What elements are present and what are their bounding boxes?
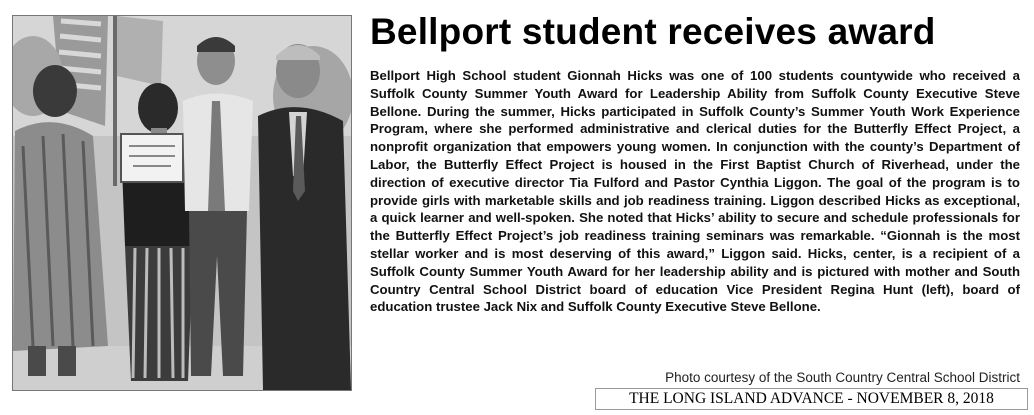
source-line: THE LONG ISLAND ADVANCE - NOVEMBER 8, 2018 [595,388,1028,410]
award-photo-image [13,16,351,390]
photo-credit: Photo courtesy of the South Country Central School District [665,370,1020,385]
headline: Bellport student receives award [370,11,936,52]
award-photo [12,15,352,391]
article-body: Bellport High School student Gionnah Hicks was one of 100 students countywide who received a Suffolk County Summer Youth Award for Leadership Ability from Suffolk County Executive Steve Bellone. During the summer, Hicks participated in Suffolk County’s Summer Youth Work Experience Program, where she performed administrative and clerical duties for the Butterfly Effect Project, a nonprofit organization that empowers young women. In conjunction with the county’s Department of Labor, the Butterfly Effect Project is housed in the First Baptist Church of Riverhead, under the direction of executive director Tia Fulford and Pastor Cynthia Liggon. The goal of the program is to provide girls with marketable skills and job readiness training. Liggon described Hicks as exceptional, a quick learner and well-spoken. She noted that Hicks’ ability to secure and schedule professionals for the Butterfly Effect Project’s job readiness training seminars was remarkable. “Gionnah is the most stellar worker and is most deserving of this award,” Liggon said. Hicks, center, is a recipient of a Suffolk County Summer Youth Award for her leadership ability and is pictured with mother and South Country Central School District board of education Vice President Regina Hunt (left), board of education trustee Jack Nix and Suffolk County Executive Steve Bellone. [370,68,1020,315]
